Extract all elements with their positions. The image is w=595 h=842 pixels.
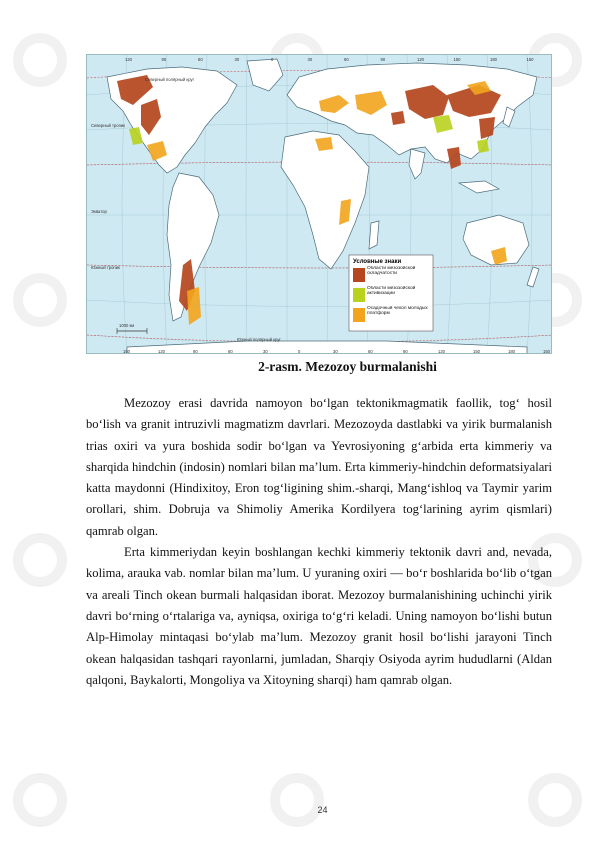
top-scale-tick-label: 30	[234, 57, 240, 62]
top-scale-tick-label: 180	[490, 57, 497, 62]
svg-text:1000 км: 1000 км	[119, 323, 135, 328]
bottom-scale-tick-label: 150	[123, 349, 130, 354]
legend-label-activation: Области мезозойской активизации	[367, 286, 416, 296]
bottom-scale-tick-label: 30	[263, 349, 268, 354]
legend-label-folding: Области мезозойской складчатости	[367, 266, 416, 276]
map-legend	[349, 255, 433, 331]
legend-title: Условные знаки	[353, 259, 402, 265]
bottom-scale-tick-label: 120	[158, 349, 165, 354]
paragraph-2: Erta kimmeriydan keyin boshlangan kechki kimmeriy tektonik davri and, nevada, kolima, arauka vab. nomlar bilan maʼlum. U yuraning oxiri — boʻr boshlarida boʻlib oʻtgan va areali Tinch okean burmali halqasidan iborat. Mezozoy burmalanishining uchinchi yirik davri boʻrning oʻrtalariga va, ayniqsa, oxiriga toʻgʻri keladi. Uning namoyon boʻlishi butun Alp-Himolay mintaqasi boʻylab maʼlum. Mezozoy granit hosil boʻlishi jarayoni Tinch okean halqasidan tashqari rayonlarni, jumladan, Sharqiy Osiyoda ayrim hududlarni (Aldan qalqoni, Baykalorti, Mongoliya va Xitoyning sharqi) ham qamrab olgan.	[86, 545, 552, 687]
top-scale-tick-label: 0	[271, 57, 274, 62]
top-scale-tick-label: 60	[344, 57, 349, 62]
top-scale-tick-label: 30	[307, 57, 313, 62]
bottom-scale-tick-label: 180	[508, 349, 515, 354]
bottom-scale-tick-label: 30	[333, 349, 338, 354]
legend-swatch-folding	[353, 268, 365, 282]
legend-label-platform: Осадочный чехол молодых платформ	[367, 306, 428, 316]
top-scale-tick-label: 90	[161, 57, 167, 62]
bottom-scale-tick-label: 150	[473, 349, 480, 354]
bottom-scale-tick-label: 150	[543, 349, 550, 354]
label-tropic-south: Южный тропик	[91, 265, 120, 270]
bottom-scale-tick-label: 60	[228, 349, 233, 354]
paragraph-1: Mezozoy erasi davrida namoyon boʻlgan tektonikmagmatik faollik, togʻ hosil boʻlish va granit intruzivli magmatizm davrlari. Mezozoyda dastlabki va yirik burmalanish trias oxiri va yura boshida sodir boʻlgan va Yevrosiyoning gʻarbida erta kimmeriy va sharqida hindchin (indosin) nomlari bilan maʼlum. Erta kimmeriy-hindchin deformatsiyalari katta maydonni (Hindixitoy, Eron togʻligining shim.-sharqi, Mangʻishloq va Taymir yarim orollari, shim. Dobruja va Shimoliy Amerika Kordilyera togʻlarining ayrim qismlari) qamrab olgan.	[86, 396, 552, 538]
bottom-scale-tick-label: 90	[193, 349, 198, 354]
world-map-svg	[87, 55, 552, 354]
legend-swatch-platform	[353, 308, 365, 322]
label-equator: Экватор	[91, 209, 107, 214]
label-antarctic-circle: Южный полярный круг	[237, 337, 281, 342]
top-scale-tick-label: 120	[417, 57, 424, 62]
page-number: 24	[317, 805, 328, 815]
bottom-scale-tick-label: 60	[368, 349, 373, 354]
top-scale-tick-label: 150	[453, 57, 461, 62]
bottom-scale-tick-label: 90	[403, 349, 408, 354]
bottom-scale-tick-label: 120	[438, 349, 445, 354]
label-tropic-north: Северный тропик	[91, 123, 126, 128]
top-scale-tick-label: 60	[198, 57, 203, 62]
label-arctic-circle: Северный полярный круг	[145, 77, 195, 82]
body-text	[86, 393, 552, 691]
legend-swatch-activation	[353, 288, 365, 302]
top-scale-tick-label: 150	[526, 57, 534, 62]
figure-caption: 2-rasm. Mezozoy burmalanishi	[258, 359, 437, 374]
bottom-scale-tick-label: 0	[298, 349, 301, 354]
top-scale-tick-label: 120	[125, 57, 132, 62]
top-scale-tick-label: 90	[380, 57, 386, 62]
mesozoic-folding-map	[86, 54, 552, 354]
